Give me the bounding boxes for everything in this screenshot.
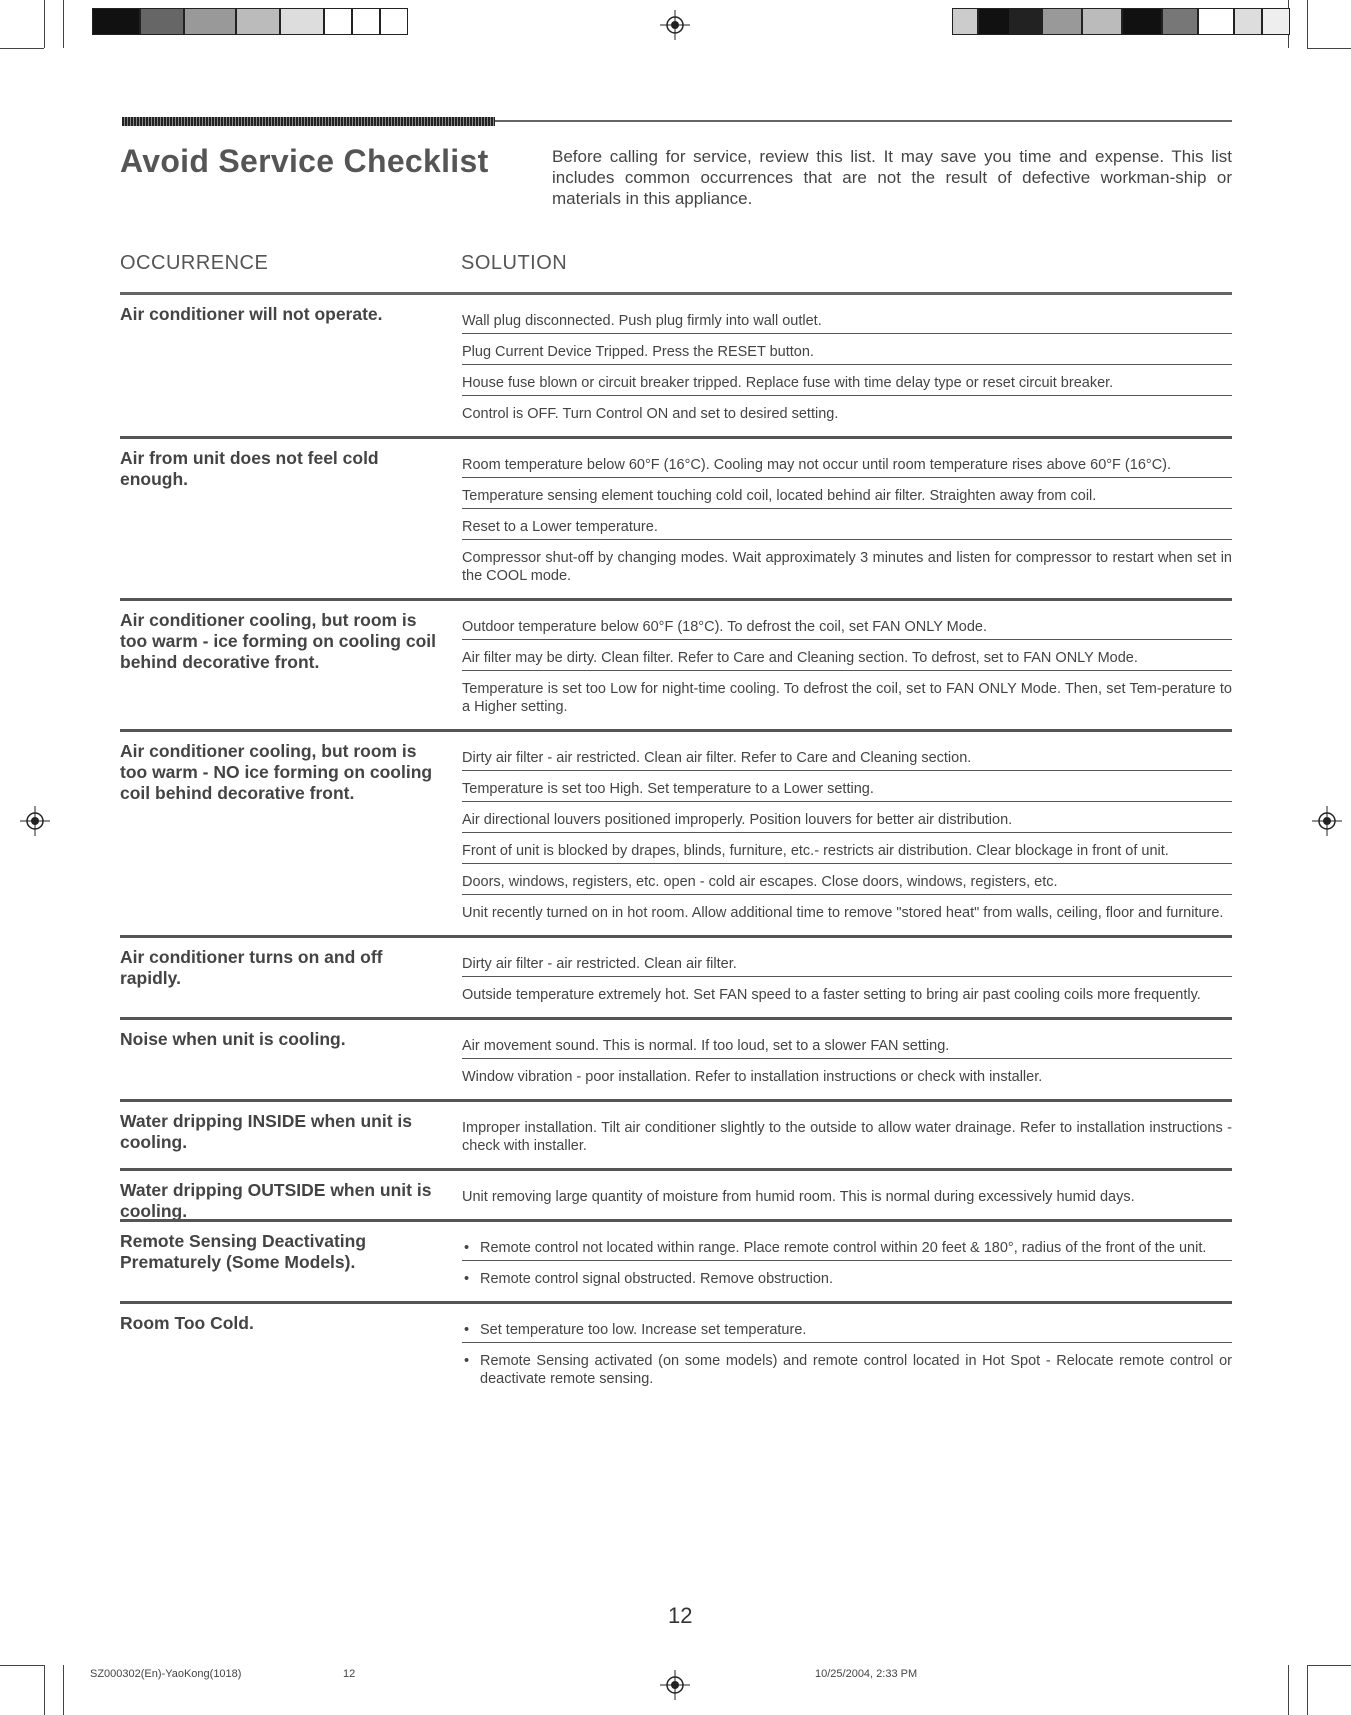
occurrence-text: Room Too Cold.: [120, 1313, 254, 1333]
solution-item: Temperature is set too Low for night-time cooling. To defrost the coil, set to FAN ONLY Mode. Then, set Tem-perature to a Higher setting.: [462, 681, 1232, 715]
solution-item: • Set temperature too low. Increase set temperature.: [462, 1321, 1232, 1343]
occurrence-text: Air conditioner will not operate.: [120, 304, 383, 324]
crop-mark: [1288, 1665, 1289, 1715]
solution-item: Temperature sensing element touching cold coil, located behind air filter. Straighten away from coil.: [462, 487, 1232, 509]
checklist-row: [120, 1017, 1232, 1099]
checklist-row: [120, 292, 1232, 436]
title-rule-thin: [495, 120, 1232, 122]
crop-mark: [0, 1665, 44, 1666]
intro-text: Before calling for service, review this list. It may save you time and expense. This list includes common occurrences that are not the result of defective workman-ship or materials in this appliance.: [552, 147, 1232, 208]
solution-item: • Remote Sensing activated (on some models) and remote control located in Hot Spot - Relocate remote control or deactivate remote sensing.: [462, 1352, 1232, 1391]
crop-mark: [63, 1665, 64, 1715]
solution-item: Outdoor temperature below 60°F (18°C). To defrost the coil, set FAN ONLY Mode.: [462, 618, 1232, 640]
solution-item: Air directional louvers positioned improperly. Position louvers for better air distribution.: [462, 811, 1232, 833]
crop-mark: [1307, 0, 1308, 48]
checklist-row: [120, 1219, 1232, 1301]
registration-target-icon: [1312, 806, 1342, 836]
checklist-row: [120, 1301, 1232, 1401]
page-number: 12: [668, 1603, 693, 1628]
solution-item: House fuse blown or circuit breaker tripped. Replace fuse with time delay type or reset circuit breaker.: [462, 374, 1232, 396]
solution-item: Dirty air filter - air restricted. Clean air filter. Refer to Care and Cleaning section.: [462, 749, 1232, 771]
occurrence-text: Water dripping OUTSIDE when unit is cooling.: [120, 1180, 432, 1221]
checklist-row: [120, 436, 1232, 598]
solution-item: Doors, windows, registers, etc. open - cold air escapes. Close doors, windows, registers, etc.: [462, 873, 1232, 895]
checklist-row: [120, 1168, 1232, 1219]
registration-target-icon: [660, 1670, 690, 1700]
solution-item: Air movement sound. This is normal. If too loud, set to a slower FAN setting.: [462, 1037, 1232, 1059]
solution-list: [462, 609, 1232, 719]
solution-list: [462, 303, 1232, 426]
solution-item: Temperature is set too High. Set temperature to a Lower setting.: [462, 780, 1232, 802]
registration-bar-right: [952, 8, 1290, 35]
solution-item: Improper installation. Tilt air conditioner slightly to the outside to allow water drainage. Refer to installation instructions - check with installer.: [462, 1120, 1232, 1154]
solution-item: Compressor shut-off by changing modes. Wait approximately 3 minutes and listen for compressor to restart when set in the COOL mode.: [462, 550, 1232, 584]
occurrence-text: Remote Sensing Deactivating Prematurely (Some Models).: [120, 1231, 367, 1272]
checklist-row: [120, 729, 1232, 935]
title-rule: [122, 117, 495, 126]
solution-item: Plug Current Device Tripped. Press the RESET button.: [462, 343, 1232, 365]
solution-list: [462, 1028, 1232, 1089]
solution-list: [462, 1312, 1232, 1391]
solution-item: • Remote control not located within range. Place remote control within 20 feet & 180°, radius of the front of the unit.: [462, 1239, 1232, 1261]
checklist-table: [120, 292, 1232, 1401]
solution-item: Unit removing large quantity of moisture from humid room. This is normal during excessively humid days.: [462, 1189, 1135, 1205]
solution-item: Room temperature below 60°F (16°C). Cooling may not occur until room temperature rises above 60°F (16°C).: [462, 456, 1232, 478]
crop-mark: [1307, 48, 1351, 49]
footer-page: 12: [343, 1668, 356, 1680]
page-title: Avoid Service Checklist: [120, 143, 489, 179]
occurrence-text: Air conditioner cooling, but room is too warm - ice forming on cooling coil behind decorative front.: [120, 610, 436, 672]
occurrence-text: Air from unit does not feel cold enough.: [120, 448, 379, 489]
occurrence-text: Noise when unit is cooling.: [120, 1029, 346, 1049]
occurrence-text: Air conditioner cooling, but room is too warm - NO ice forming on cooling coil behind decorative front.: [120, 741, 433, 803]
solution-list: [462, 1110, 1232, 1158]
solution-list: [462, 1179, 1232, 1209]
column-header-occurrence: OCCURRENCE: [120, 252, 269, 274]
checklist-row: [120, 1099, 1232, 1168]
occurrence-text: Water dripping INSIDE when unit is cooling.: [120, 1111, 412, 1152]
footer-timestamp: 10/25/2004, 2:33 PM: [815, 1668, 918, 1680]
solution-item: Reset to a Lower temperature.: [462, 518, 1232, 540]
crop-mark: [63, 0, 64, 48]
solution-item: Control is OFF. Turn Control ON and set to desired setting.: [462, 406, 839, 422]
checklist-row: [120, 935, 1232, 1017]
checklist-row: [120, 598, 1232, 729]
crop-mark: [44, 1665, 45, 1715]
crop-mark: [44, 0, 45, 48]
registration-bar-left: [92, 8, 408, 35]
occurrence-text: Air conditioner turns on and off rapidly.: [120, 947, 383, 988]
registration-target-icon: [20, 806, 50, 836]
solution-item: Front of unit is blocked by drapes, blinds, furniture, etc.- restricts air distribution. Clear blockage in front of unit.: [462, 842, 1232, 864]
solution-list: [462, 740, 1232, 925]
registration-target-icon: [660, 10, 690, 40]
solution-item: Window vibration - poor installation. Refer to installation instructions or check with installer.: [462, 1069, 1043, 1085]
solution-item: Unit recently turned on in hot room. Allow additional time to remove "stored heat" from walls, ceiling, floor and furniture.: [462, 905, 1224, 921]
column-header-solution: SOLUTION: [461, 252, 568, 274]
solution-list: [462, 447, 1232, 588]
solution-item: Wall plug disconnected. Push plug firmly into wall outlet.: [462, 312, 1232, 334]
crop-mark: [1307, 1665, 1351, 1666]
crop-mark: [1307, 1665, 1308, 1715]
solution-list: [462, 1230, 1232, 1291]
solution-item: • Remote control signal obstructed. Remove obstruction.: [462, 1270, 1232, 1291]
footer-file: SZ000302(En)-YaoKong(1018): [90, 1668, 242, 1680]
solution-item: Air filter may be dirty. Clean filter. Refer to Care and Cleaning section. To defrost, set to FAN ONLY Mode.: [462, 649, 1232, 671]
crop-mark: [0, 48, 44, 49]
solution-item: Outside temperature extremely hot. Set FAN speed to a faster setting to bring air past cooling coils more frequently.: [462, 987, 1201, 1003]
solution-list: [462, 946, 1232, 1007]
solution-item: Dirty air filter - air restricted. Clean air filter.: [462, 955, 1232, 977]
